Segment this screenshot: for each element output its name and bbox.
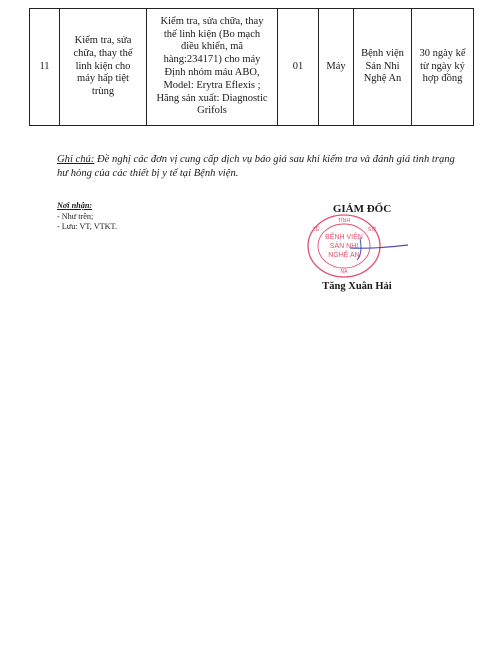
stamp-right-text: SỞ <box>367 227 377 233</box>
stamp-line: SẢN NHI <box>329 243 359 250</box>
stamp-top-text: TỈNH <box>337 218 351 224</box>
desc-line: Hãng sản xuất: Diagnostic <box>156 92 268 104</box>
row-description <box>147 9 278 126</box>
stamp-line: BỆNH VIỆN <box>325 234 363 241</box>
official-stamp <box>302 214 412 284</box>
row-location <box>354 9 412 126</box>
desc-line: hàng:234171) cho máy <box>163 54 261 66</box>
location-line: Sản Nhi <box>365 60 400 72</box>
desc-line: Grifols <box>197 105 227 117</box>
recipient-item: - Như trên; <box>57 211 94 221</box>
row-quantity: 01 <box>278 9 319 126</box>
stamp-left-text: TẾ <box>312 227 320 233</box>
row-name <box>60 9 147 126</box>
time-line: từ ngày ký <box>420 60 465 72</box>
name-line: chữa, thay thế <box>73 47 133 59</box>
desc-line: điều khiển, mã <box>180 41 244 53</box>
location-line: Nghệ An <box>363 73 402 85</box>
name-line: Kiểm tra, sửa <box>74 35 132 46</box>
desc-line: thế linh kiện (Bo mạch <box>163 28 261 40</box>
desc-line: Model: Erytra Eflexis ; <box>163 79 261 91</box>
items-table <box>29 8 474 126</box>
stamp-line: NGHỆ AN <box>328 252 360 259</box>
desc-line: Định nhóm máu ABO, <box>164 67 260 78</box>
recipients-block <box>57 201 117 233</box>
note-label: Ghi chú: <box>57 154 95 165</box>
recipient-item: - Lưu: VT, VTKT. <box>57 222 117 231</box>
recipients-title: Nơi nhận: <box>57 201 93 210</box>
row-stt: 11 <box>30 9 60 126</box>
row-time <box>412 9 474 126</box>
desc-line: Kiểm tra, sửa chữa, thay <box>160 15 264 27</box>
note-text: Đề nghị các đơn vị cung cấp dịch vụ báo giá sau khi kiểm tra và đánh giá tình trạng hư hỏng của các thiết bị y tế tại Bệnh viện. <box>57 154 455 179</box>
note-paragraph <box>57 153 457 180</box>
table-row <box>30 9 474 126</box>
time-line: 30 ngày kể <box>419 47 466 59</box>
name-line: linh kiện cho <box>75 60 131 72</box>
name-line: máy hấp tiệt <box>77 73 129 85</box>
stamp-bottom-text: NA <box>340 269 348 275</box>
row-unit: Máy <box>319 9 354 126</box>
location-line: Bệnh viện <box>361 47 404 59</box>
signature-title: GIÁM ĐỐC <box>332 203 392 215</box>
time-line: hợp đồng <box>422 73 463 85</box>
signer-name: Tăng Xuân Hải <box>322 281 392 292</box>
name-line: trùng <box>91 86 115 98</box>
